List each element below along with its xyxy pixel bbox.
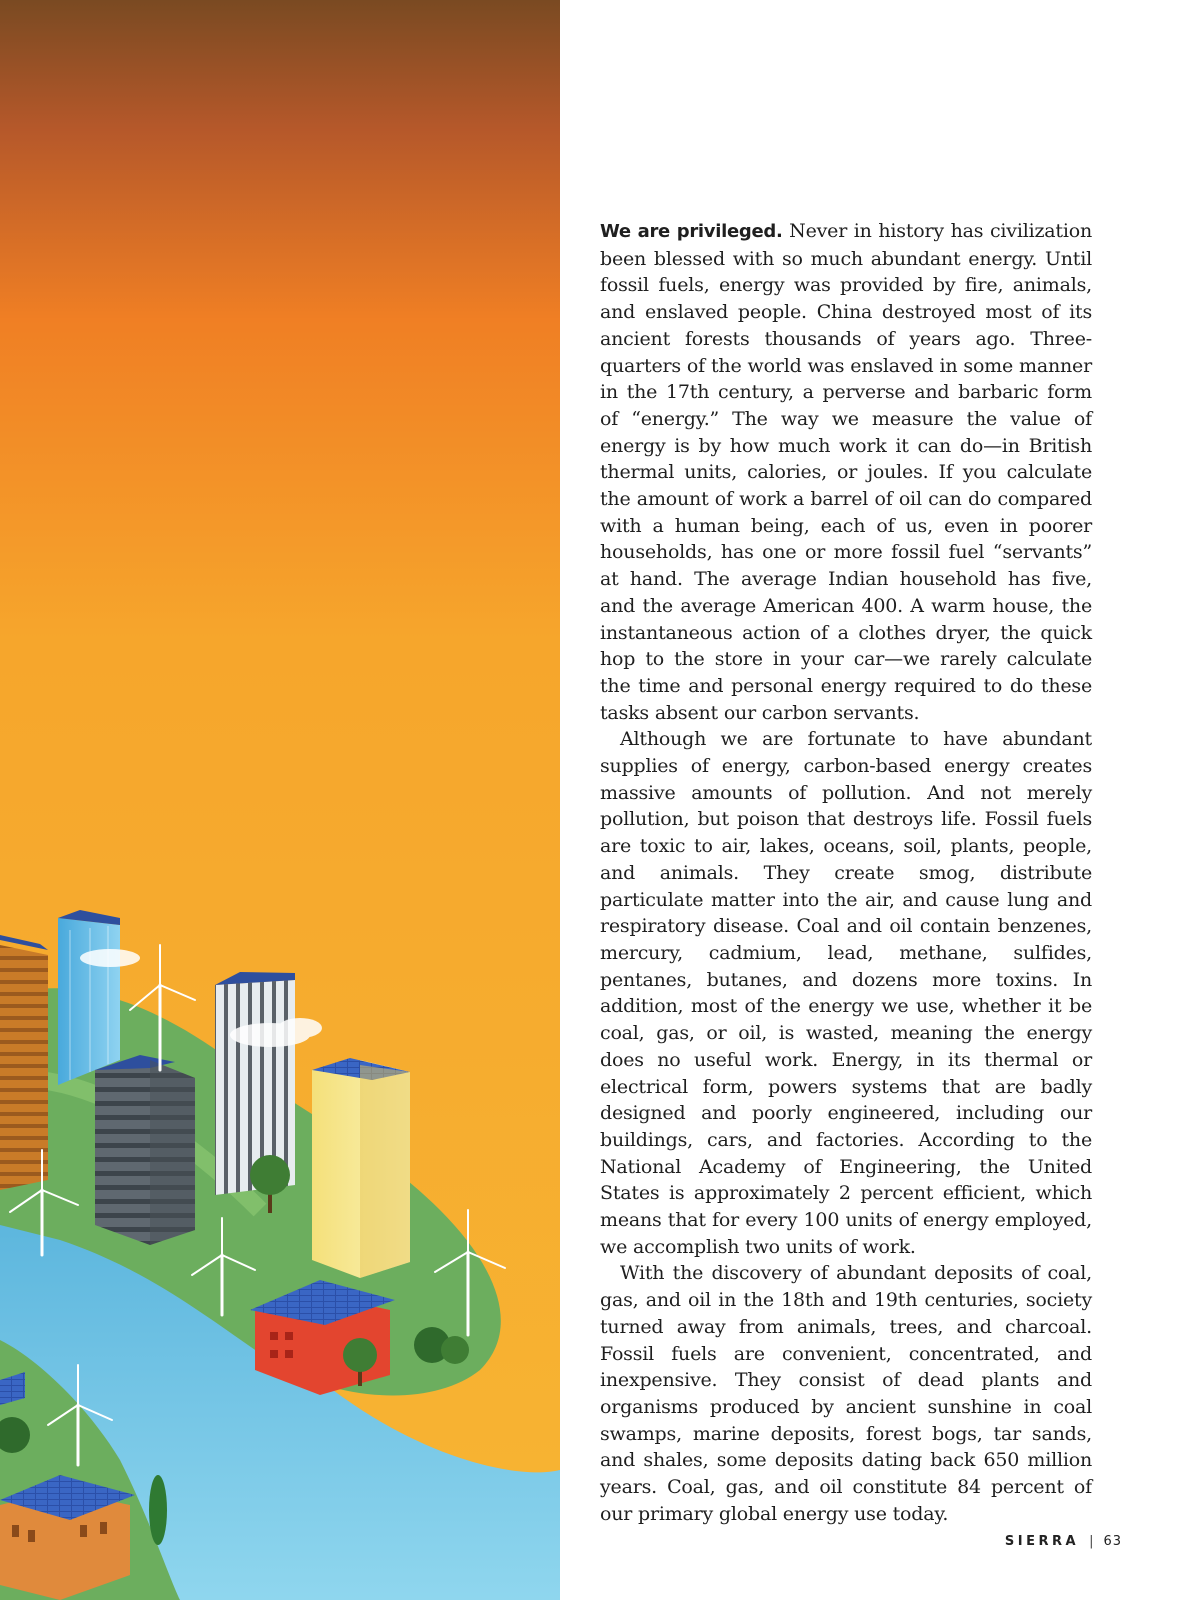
footer-separator: | — [1089, 1534, 1094, 1549]
magazine-name: SIERRA — [1004, 1534, 1080, 1549]
article-paragraph-3: With the discovery of abundant deposits of coal, gas, and oil in the 18th and 19th centuries, society turned away from animals, trees, and charcoal. Fossil fuels are convenient, concentrated, and inexpensive. They consist of dead plants and organisms produced by ancient sunshine in coal swamps, marine deposits, forest bogs, tar sands, and shales, some deposits dating back 650 million years. Coal, gas, and oil constitute 84 percent of our primary global energy use today. — [600, 1262, 1092, 1525]
lead-in: We are privileged. — [600, 221, 783, 242]
gray-tower — [95, 1055, 195, 1245]
page-number: 63 — [1103, 1534, 1122, 1549]
article-paragraph-1 — [600, 218, 1092, 726]
page-footer — [1005, 1534, 1122, 1549]
orange-tower — [0, 935, 48, 1190]
yellow-tower — [312, 1058, 410, 1278]
article-paragraph-2: Although we are fortunate to have abundant supplies of energy, carbon-based energy creates massive amounts of pollution. And not merely pollution, but poison that destroys life. Fossil fuels are toxic to air, lakes, oceans, soil, plants, people, and animals. They create smog, distribute particulate matter into the air, and cause lung and respiratory disease. Coal and oil contain benzenes, mercury, cadmium, lead, methane, sulfides, pentanes, butanes, and dozens more toxins. In addition, most of the energy we use, whether it be coal, gas, or oil, is wasted, meaning the energy does no useful work. Energy, in its thermal or electrical form, powers systems that are badly designed and poorly engineered, including our buildings, cars, and factories. According to the National Academy of Engineering, the United States is approximately 2 percent efficient, which means that for every 100 units of energy employed, we accomplish two units of work. — [600, 728, 1092, 1258]
article-body — [600, 218, 1092, 1527]
illustration-svg — [0, 0, 560, 1600]
paragraph-1-text: Never in history has civilization been blessed with so much abundant energy. Until fossil fuels, energy was provided by fire, animals, and enslaved people. China destroyed most of its ancient forests thousands of years ago. Three-quarters of the world was enslaved in some manner in the 17th century, a perverse and barbaric form of “energy.” The way we measure the value of energy is by how much work it can do—in British thermal units, calories, or joules. If you calculate the amount of work a barrel of oil can do compared with a human being, each of us, even in poorer households, has one or more fossil fuel “servants” at hand. The average Indian household has five, and the average American 400. A warm house, the instantaneous action of a clothes dryer, the quick hop to the store in your car—we rarely calculate the time and personal energy required to do these tasks absent our carbon servants. — [600, 220, 1092, 724]
city-illustration — [0, 0, 560, 1600]
blue-tower — [58, 910, 120, 1085]
